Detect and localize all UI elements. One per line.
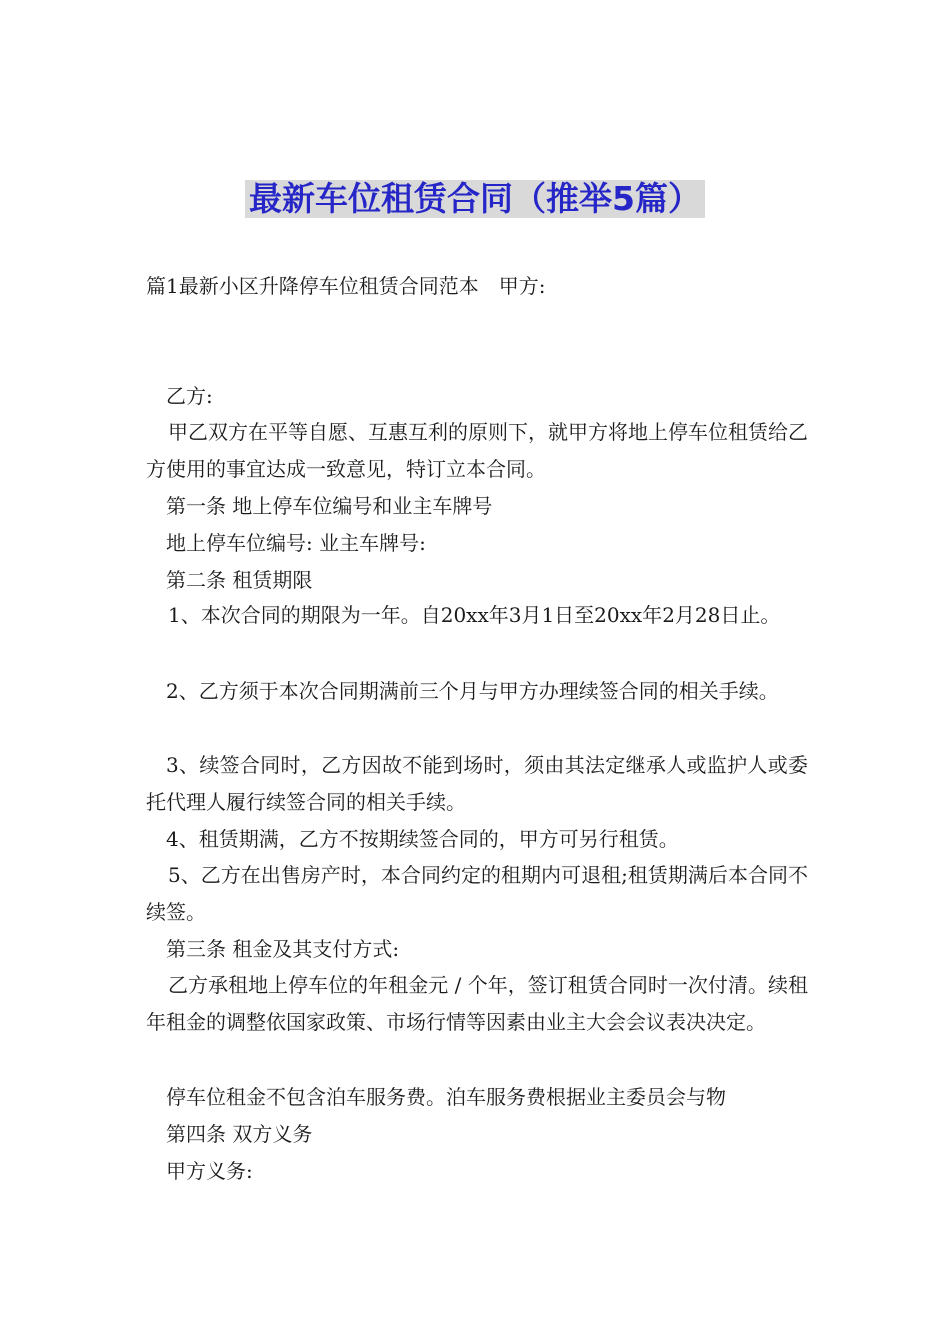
article-2-item-4: 4、租赁期满，乙方不按期续签合同的，甲方可另行租赁。 (166, 827, 679, 851)
article-3-title: 第三条 租金及其支付方式: (166, 937, 400, 961)
article-2-item-2: 2、乙方须于本次合同期满前三个月与甲方办理续签合同的相关手续。 (166, 679, 779, 703)
article-2-item-5: 5、乙方在出售房产时，本合同约定的租期内可退租;租赁期满后本合同不续签。 (146, 863, 808, 924)
title-container (0, 180, 950, 218)
document-title: 最新车位租赁合同（推举5篇） (245, 180, 705, 218)
heading-line: 篇1最新小区升降停车位租赁合同范本 甲方: (146, 274, 546, 298)
article-3-note: 停车位租金不包含泊车服务费。泊车服务费根据业主委员会与物 (166, 1085, 726, 1109)
article-3-body: 乙方承租地上停车位的年租金元 / 个年，签订租赁合同时一次付清。续租年租金的调整依国家政策、市场行情等因素由业主大会会议表决决定。 (146, 973, 808, 1034)
article-4-title: 第四条 双方义务 (166, 1122, 313, 1146)
article-2-item-3: 3、续签合同时，乙方因故不能到场时，须由其法定继承人或监护人或委托代理人履行续签合同的相关手续。 (146, 753, 808, 814)
party-b-label: 乙方: (166, 384, 213, 408)
article-1-title: 第一条 地上停车位编号和业主车牌号 (166, 494, 493, 518)
intro-paragraph: 甲乙双方在平等自愿、互惠互利的原则下，就甲方将地上停车位租赁给乙方使用的事宜达成一致意见，特订立本合同。 (146, 420, 808, 481)
article-1-body: 地上停车位编号: 业主车牌号: (166, 531, 426, 555)
article-2-title: 第二条 租赁期限 (166, 568, 313, 592)
party-a-duties: 甲方义务: (166, 1159, 253, 1183)
article-2-item-1: 1、本次合同的期限为一年。自20xx年3月1日至20xx年2月28日止。 (168, 603, 781, 627)
